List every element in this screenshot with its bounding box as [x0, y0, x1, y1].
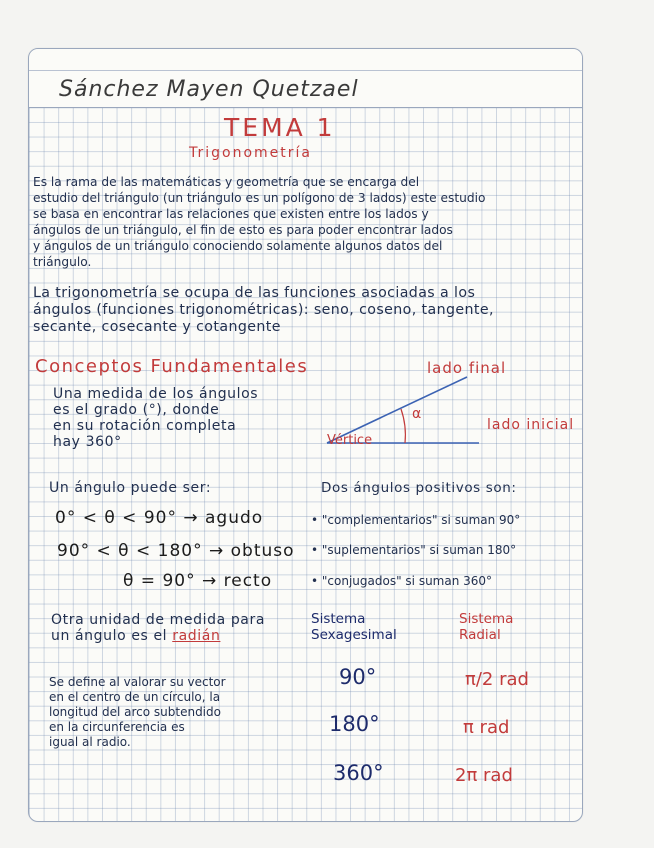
positive-angles-intro: Dos ángulos positivos son: [321, 480, 517, 496]
vertex-label: Vértice [327, 433, 373, 448]
text-line: triángulo. [33, 255, 92, 269]
text-line: y ángulos de un triángulo conociendo solamente algunos datos del [33, 239, 443, 253]
sexagesimal-header-line1: Sistema [311, 611, 366, 627]
text-line [51, 629, 220, 644]
notebook-page [28, 48, 583, 822]
header-band [29, 49, 582, 108]
text-line: en el centro de un círculo, la [49, 690, 221, 704]
text-line: Una medida de los ángulos [53, 386, 259, 402]
text-line: La trigonometría se ocupa de las funciones asociadas a los [33, 285, 476, 301]
radian-value: π rad [463, 717, 510, 738]
radian-value: 2π rad [455, 765, 513, 786]
sexagesimal-value: 180° [329, 712, 380, 736]
author-name: Sánchez Mayen Quetzael [59, 77, 359, 102]
text-line: ángulos de un triángulo, el fin de esto es para poder encontrar lados [33, 223, 453, 237]
angle-arc [401, 409, 405, 443]
radian-value: π/2 rad [465, 669, 529, 690]
text-line: es el grado (°), donde [53, 402, 220, 418]
text-line: igual al radio. [49, 735, 131, 749]
radian-word: radián [172, 628, 221, 644]
radial-header-line1: Sistema [459, 611, 514, 627]
text-line: estudio del triángulo (un triángulo es un polígono de 3 lados) este estudio [33, 191, 486, 205]
page-title: TEMA 1 [224, 113, 336, 142]
text-line: Se define al valorar su vector [49, 675, 226, 689]
text-line: Es la rama de las matemáticas y geometría que se encarga del [33, 175, 420, 189]
acute-condition: 0° < θ < 90° → agudo [55, 508, 264, 528]
text-line: longitud del arco subtendido [49, 705, 221, 719]
initial-side-label: lado inicial [487, 417, 575, 433]
text-line: secante, cosecante y cotangente [33, 319, 281, 335]
sexagesimal-header-line2: Sexagesimal [311, 627, 397, 643]
list-item: • "suplementarios" si suman 180° [311, 543, 517, 557]
text-line: en la circunferencia es [49, 720, 185, 734]
alpha-symbol: α [412, 406, 422, 422]
right-condition: θ = 90° → recto [123, 571, 273, 591]
text-line: ángulos (funciones trigonométricas): seno, coseno, tangente, [33, 302, 494, 318]
list-item: • "complementarios" si suman 90° [311, 513, 521, 527]
radian-intro-text: un ángulo es el [51, 628, 168, 644]
list-item: • "conjugados" si suman 360° [311, 574, 493, 588]
text-line: hay 360° [53, 434, 122, 450]
section-title: Conceptos Fundamentales [35, 356, 309, 377]
angle-types-intro: Un ángulo puede ser: [49, 480, 212, 496]
sexagesimal-value: 360° [333, 761, 384, 785]
text-line: se basa en encontrar las relaciones que existen entre los lados y [33, 207, 429, 221]
radial-header-line2: Radial [459, 627, 501, 643]
final-side-label: lado final [427, 359, 507, 377]
text-line: Otra unidad de medida para [51, 612, 266, 628]
name-line [29, 70, 582, 71]
sexagesimal-value: 90° [339, 665, 377, 689]
obtuse-condition: 90° < θ < 180° → obtuso [57, 541, 295, 561]
text-line: en su rotación completa [53, 418, 237, 434]
page-subtitle: Trigonometría [189, 145, 312, 161]
